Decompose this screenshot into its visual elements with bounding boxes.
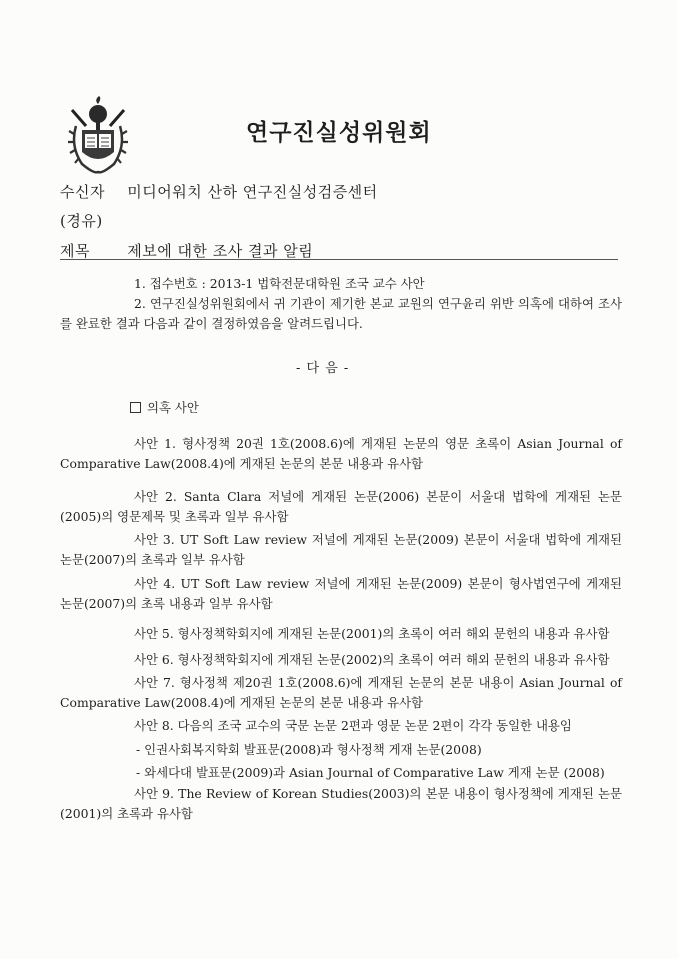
section-title-text: 의혹 사안 <box>147 400 199 415</box>
subject-value: 제보에 대한 조사 결과 알림 <box>127 242 314 260</box>
via-label: (경유) <box>60 212 103 230</box>
subject-label: 제목 <box>60 242 90 260</box>
university-seal-logo <box>66 96 130 176</box>
committee-title: 연구진실성위원회 <box>246 120 432 146</box>
da-eum-heading: - 다 음 - <box>296 361 350 376</box>
header-divider <box>60 259 618 260</box>
recipient-value: 미디어워치 산하 연구진실성검증센터 <box>127 183 378 201</box>
subject-row <box>60 240 313 261</box>
item-1: 1. 접수번호 : 2013-1 법학전문대학원 조국 교수 사안 <box>134 276 425 291</box>
case-8-sub-1: - 인권사회복지학회 발표문(2008)과 형사정책 게재 논문(2008) <box>136 742 482 757</box>
case-5: 사안 5. 형사정책학회지에 게재된 논문(2001)의 초록이 여러 해외 문헌의 내용과 유사함 <box>134 626 610 641</box>
section-title <box>130 398 199 416</box>
case-3: 사안 3. UT Soft Law review 저널에 게재된 논문(2009) 본문이 서울대 법학에 게재된 논문(2007)의 초록과 일부 유사함 <box>60 532 622 567</box>
case-6: 사안 6. 형사정책학회지에 게재된 논문(2002)의 초록이 여러 해외 문헌의 내용과 유사함 <box>134 652 610 667</box>
case-1: 사안 1. 형사정책 20권 1호(2008.6)에 게재된 논문의 영문 초록이 Asian Journal of Comparative Law(2008.4)에 게재된 논문의 본문 내용과 유사함 <box>60 436 622 471</box>
item-2: 2. 연구진실성위원회에서 귀 기관이 제기한 본교 교원의 연구윤리 위반 의혹에 대하여 조사를 완료한 결과 다음과 같이 결정하였음을 알려드립니다. <box>60 296 622 331</box>
checkbox-square-icon <box>130 402 141 413</box>
case-2: 사안 2. Santa Clara 저널에 게재된 논문(2006) 본문이 서울대 법학에 게재된 논문(2005)의 영문제목 및 초록과 일부 유사함 <box>60 489 622 524</box>
recipient-row <box>60 181 378 202</box>
recipient-label: 수신자 <box>60 183 105 201</box>
case-9: 사안 9. The Review of Korean Studies(2003)의 본문 내용이 형사정책에 게재된 논문(2001)의 초록과 유사함 <box>60 786 622 821</box>
case-4: 사안 4. UT Soft Law review 저널에 게재된 논문(2009) 본문이 형사법연구에 게재된 논문(2007)의 초록 내용과 일부 유사함 <box>60 576 622 611</box>
case-8-sub-2: - 와세다대 발표문(2009)과 Asian Journal of Comparative Law 게재 논문 (2008) <box>136 765 605 780</box>
case-8: 사안 8. 다음의 조국 교수의 국문 논문 2편과 영문 논문 2편이 각각 동일한 내용임 <box>134 718 572 733</box>
via-row <box>60 210 103 231</box>
case-7: 사안 7. 형사정책 제20권 1호(2008.6)에 게재된 논문의 본문 내용이 Asian Journal of Comparative Law(2008.4)에 게재된 논문의 본문 내용과 유사함 <box>60 675 622 710</box>
